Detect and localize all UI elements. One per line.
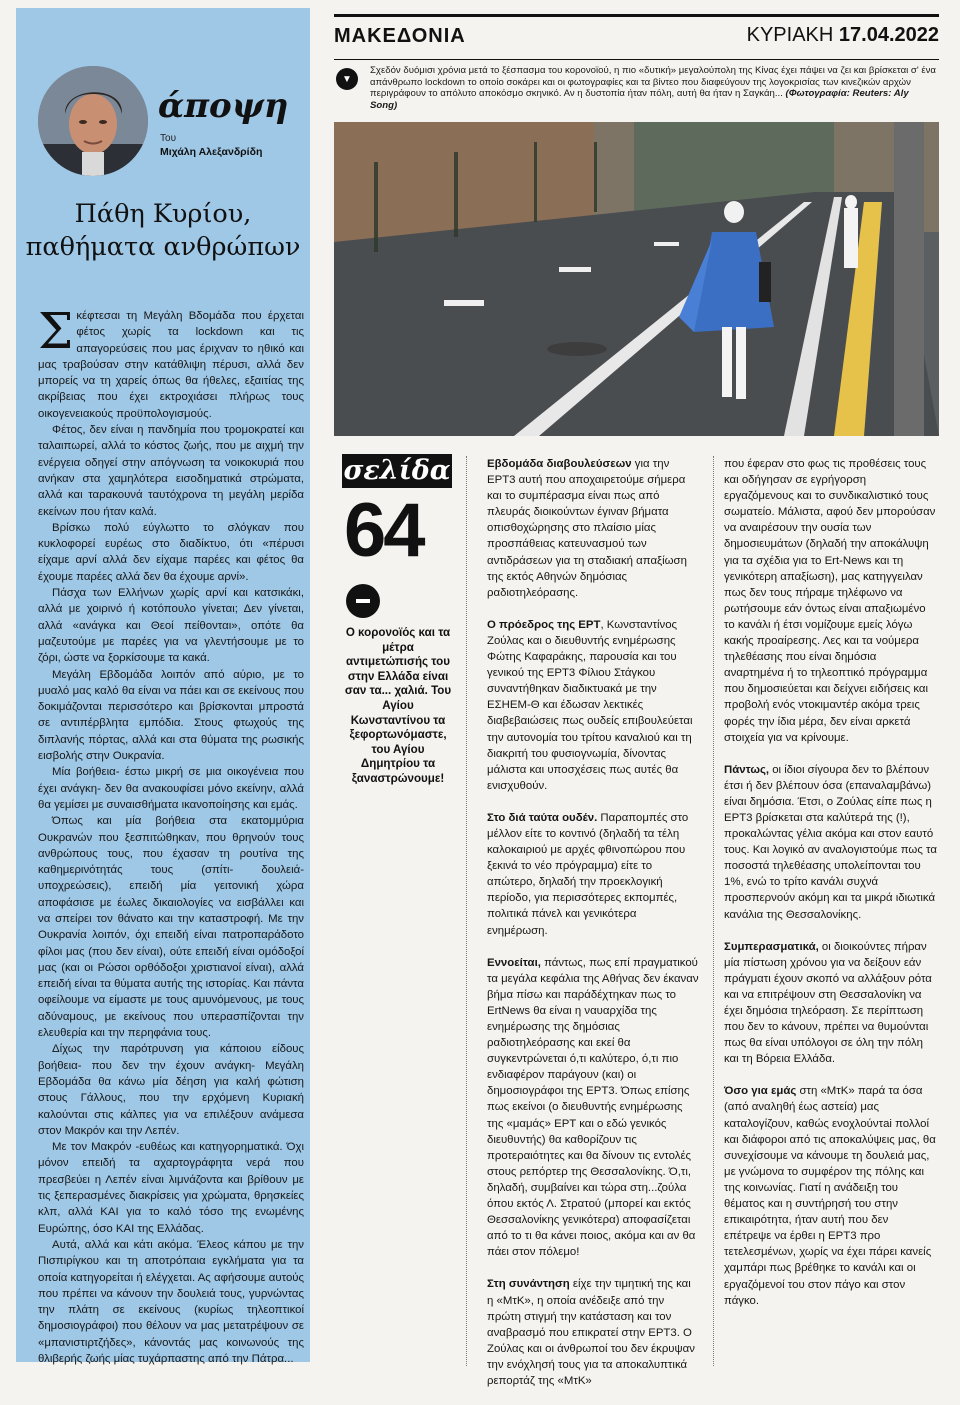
paragraph: Συμπερασματικά, οι διοικούντες πήραν μία πίστωση χρόνου για να δείξουν εάν πράγματι έχουν σκοπό να αλλάξουν ρότα και να επιτρέψουν στη Θεσσαλονίκη να έχει δημόσια τηλεόραση. Σε περίπτωση που δεν το κάνουν, πρέπει να θυμούνται πως θα είναι υπόλογοι σε όλη την πόλη και τη Βόρεια Ελλάδα. xyxy=(724,940,932,1066)
selida-number: 64 xyxy=(344,488,423,573)
paragraph: Μεγάλη Εβδομάδα λοιπόν από αύριο, με το μυαλό μας καλό θα είναι να πάει και σε εκείνους που δοκιμάζονται περισσότερο και βρίσκονται μπροστά σε αντιπέρβλητα εμπόδια. Στους φτωχούς της διπλανής πόρτας, αλλά και στα θύματα της ρωσικής εισβολής στην Ουκρανία. xyxy=(38,668,304,763)
news-photo xyxy=(334,122,939,436)
paragraph: Φέτος, δεν είναι η πανδημία που τρομοκρατεί και ταλαιπωρεί, αλλά το κόστος ζωής, που με αιχμή την ενέργεια οδηγεί στην απόγνωση τα νοικοκυριά που ανήκαν στα χαμηλότερα εισοδηματικά στρώματα, αλλά και ταρακουνά ταυτόχρονα τη μεγάλη μερίδα εκείνων που ήταν καλά. xyxy=(38,424,304,518)
article-headline: Πάθη Κυρίου, παθήματα ανθρώπων xyxy=(25,199,301,262)
selida-comment: Ο κορονοϊός και τα μέτρα αντιμετώπισής του στην Ελλάδα είναι σαν τα... χαλιά. Του Αγίου Κωνσταντίνου τα ξεφορτωνόμαστε, του Αγίου Δημητρίου τα ξαναστρώνουμε! xyxy=(344,626,452,785)
minus-icon xyxy=(346,584,380,618)
newspaper-name: ΜΑΚΕΔΟΝΙΑ xyxy=(334,25,466,47)
paragraph: Μία βοήθεια- έστω μικρή σε μια οικογένεια που έχει ανάγκη- δεν θα ανακουφίσει μόνο εκείνην, αλλά θα γεμίσει με συναισθήματα ικανοποίησης και εμάς. xyxy=(38,766,304,811)
paragraph: Εβδομάδα διαβουλεύσεων για την ΕΡΤ3 αυτή που αποχαιρετούμε σήμερα και το συμπέρασμα είναι πως από πλευράς διοικούντων έγιναν βήματα οπισθοχώρησης στο πλαίσιο μίας προσπάθειας κατευνασμού των αντιδράσεων για τη σταδιακή απαξίωση της εκτός Αθηνών δημόσιας ραδιοτηλεόρασης. xyxy=(487,458,687,599)
paragraph: Πάσχα των Ελλήνων χωρίς αρνί και κατσικάκι, αλλά με χοιρινό ή κοτόπουλο γίνεται; Δεν γίνεται, αλλά «ανάγκα και Θεοί πείθονται», οπότε θα μαζευτούμε με παρέες για να γλεντήσουμε με το ζόρι, ώστε να ξορκίσουμε τα κακά. xyxy=(38,587,304,665)
paragraph: Αυτά, αλλά και κάτι ακόμα. Έλεος κάπου με την Πισπιρίγκου και τη αποτρόπαια εγκλήματα για τα οποία κατηγορείται ή ελέγχεται. Ας αφήσουμε αυτούς που πρέπει να κάνουν την δουλειά τους, γυρνώντας την πλάτη σε εκείνους (κυρίως τηλεοπτικοί δημοσιογράφοι) που θέλουν να μας μετατρέψουν σε «μπανιστιρτζήδες», κάνοντάς μας κοινωνούς της θλιβερής ζωής μίας τυχάρπαστης από την Πάτρα... xyxy=(38,1238,304,1365)
paragraph: Βρίσκω πολύ εύγλωττο το σλόγκαν που κυκλοφορεί ευρέως στο διαδίκτυο, ότι «πέρυσι είχαμε αρνί αλλά δεν είχαμε παρέες και φέτος θα έχουμε παρέες αλλά δεν θα έχουμε αρνί». xyxy=(38,521,304,583)
paragraph: Ο πρόεδρος της ΕΡΤ, Κωνσταντίνος Ζούλας και ο διευθυντής ενημέρωσης Φώτης Καφαράκης, παρουσία και του γενικού της ΕΡΤ3 Φίλιου Στάγκου συναντήθηκαν διαδικτυακά με την ΕΣΗΕΜ-Θ και έδωσαν λεκτικές διαβεβαιώσεις πως ουδείς επιβουλεύεται την αυτονομία του τρίτου καναλιού και τη διακριτή του φυσιογνωμία, δίνοντας μάλιστα και υποσχέσεις πως αυτές θα ενισχυθούν. xyxy=(487,618,693,792)
paragraph: Στη συνάντηση είχε την τιμητική της και η «ΜτΚ», η οποία ανέδειξε από την πρώτη στιγμή την κατάσταση και τον αναβρασμό που επικρατεί στην ΕΡΤ3. Ο Ζούλας και οι άνθρωποί του δεν έκρυψαν την ενόχλησή τους για τα αποκαλυπτικά ρεπορτάζ της «ΜτΚ» xyxy=(487,1278,695,1387)
opinion-column xyxy=(16,8,310,1365)
column-divider xyxy=(466,456,468,1366)
photo-caption: Σχεδόν δυόμισι χρόνια μετά το ξέσπασμα του κορονοϊού, η πιο «δυτική» μεγαλούπολη της Κίνας έχει πάψει να ζει και βρίσκεται σ' ένα απάνθρωπο lockdown το οποίο σοκάρει και οι φωτογραφίες και τα βίντεο που διαφεύγουν της λογοκρισίας των κινεζικών αρχών περιγράφουν το απόλυτο αποκόσμο σκηνικό. Αν η δυστοπία ήταν πόλη, αυτή θα ήταν η Σαγκάη... (Φωτογραφία: Reuters: Aly Song) xyxy=(370,65,936,111)
paragraph: Σκέφτεσαι τη Μεγάλη Βδομάδα που έρχεται φέτος χωρίς τα lockdown και τις απαγορεύσεις που μας έριχναν το ηθικό και μας τραβούσαν στην κατάθλιψη πέρυσι, αλλά δεν μπορείς να τη χαρείς όπως θα ήθελες, εξαιτίας της ακρίβειας που έχει εκτροχιάσει πλήρως τους οικογενειακούς προϋπολογισμούς. xyxy=(38,302,304,420)
article-column-3 xyxy=(724,456,938,1325)
paragraph: Πάντως, οι ίδιοι σίγουρα δεν το βλέπουν έτσι ή δεν βλέπουν όσα (επαναλαμβάνω) είναι δημόσια. Έτσι, ο Ζούλας είπε πως η ΕΡΤ3 βρίσκεται στα καλύτερά της (!), προκαλώντας γέλια ακόμα και στον εαυτό τους. Και λογικό αν αναλογιστούμε πως τα ποσοστά τηλεθέασης υπολείπονται του 1%, ενώ το τρίτο κανάλι συχνά προσπερνούν ακόμη και τα μικρά ιδιωτικά κανάλια της Θεσσαλονίκης. xyxy=(724,763,937,921)
section-title: άποψη xyxy=(158,86,289,126)
paragraph: Με τον Μακρόν -ευθέως και κατηγορηματικά. Όχι μόνον επειδή τα αχαρτογράφητα νερά που πρεσβεύει η Λεπέν είναι λιμνάζοντα και βρίθουν με τις ξεπερασμένες διακρίσεις για χρώματα, θρησκείες κλπ, αλλά ΚΑΙ για το καλό τόσο της ενωμένης Ευρώπης, όσο ΚΑΙ της Ελλάδας. xyxy=(38,1141,304,1235)
paragraph: που έφεραν στο φως τις προθέσεις τους και οδήγησαν σε εγρήγορση εργαζόμενους και το συνδικαλιστικό τους σωματείο. Μάλιστα, αφού δεν μπορούσαν να αναιρέσουν την ουσία των δημοσιευμάτων (δηλαδή την αποκάλυψη για τα σχέδια για το Ert-News και τη γενικότερη απαξίωση), μας κατηγγειλαν πως δεν τους πήραμε τηλέφωνο να ρωτήσουμε εάν όντως είναι απαξιωμένο το κανάλι ή έτσι νομίζουμε εμείς λόγω κακής προαίρεσης. Λες και τα νούμερα τηλεθέασης που είναι δημόσια αναρτημένα ή το τηλεοπτικό πρόγραμμα που δημοσιεύεται και δείχνει ειδήσεις και προβολή ενός ντοκιμαντέρ ακόμα τρεις φορές την ίδια μέρα, δεν είναι αρκετά στοιχεία για να κρίνουμε. xyxy=(724,458,936,744)
author-name: Μιχάλη Αλεξανδρίδη xyxy=(160,146,263,158)
paragraph: Όσο για εμάς στη «ΜτΚ» παρά τα όσα (από αναληθή έως αστεία) μας καταλογίζουν, καθώς ενοχλούντai πολλοί και διάφοροι από τις αποκαλύψεις μας, θα συνεχίσουμε να κάνουμε τη δουλειά μας, με γνώμονα το συμφέρον της πόλης και της κοινωνίας. Γιατί η ανάδειξη του θέματος και η συντήρησή του στην επικαιρότητα, ήταν αυτή που δεν επέτρεψε να έρθει η ΕΡΤ3 προ τετελεσμένων, χωρίς να έχει πάρει κανείς χαμπάρι πως βρέθηκε το κανάλι και οι εργαζόμενοί του στον πάγο και στον πάγκο. xyxy=(724,1085,936,1307)
byline-prefix: Του xyxy=(160,133,177,144)
paragraph: Όπως και μία βοήθεια στα εκατομμύρια Ουκρανών που ξεσπιτώθηκαν, που θρηνούν τους ανθρώπους τους, που έχασαν τη ρουτίνα της καθημερινότητάς τους (σπίτι- δουλειά- υποχρεώσεις), επειδή μία γειτονική χώρα αποφάσισε με έωλες δικαιολογίες να εισβάλλει και να σπείρει τον θάνατο και την καταστροφή. Με την Ουκρανία λοιπόν, όχι επειδή είναι πατροπαράδοτο φίλοι μας (που δεν είναι), ούτε επειδή είναι ομόδοξοί μας (και οι Ρώσοι ορθόδοξοι χριστιανοί είναι), αλλά επειδή είναι τα θύματα αυτής της ιστορίας. Και πάντα οφείλουμε να είμαστε με τους αμυνόμενους, με τους αδύναμους, με εκείνους που υπερασπίζονται την ελευθερία και την περηφάνια τους. xyxy=(38,815,304,1040)
paragraph: Δίχως την παρότρυνση για κάποιου είδους βοήθεια- που δεν την έχουν ανάγκη- Μεγάλη Εβδομάδα θα κάνω μία δέηση για καλή φώτιση στους Γάλλους, που την ερχόμενη Κυριακή καλούνται στις κάλπες για να επιλέξουν ανάμεσα στον Μακρόν και την Λεπέν. xyxy=(38,1043,304,1137)
selida-label: σελίδα xyxy=(343,455,451,486)
issue-date: ΚΥΡΙΑΚΗ 17.04.2022 xyxy=(746,24,939,46)
paragraph: Στο διά ταύτα ουδέν. Παραπομπές στο μέλλον είτε το κοντινό (δηλαδή τα τέλη καλοκαιριού με αρχές φθινοπώρου που ξεκινά το νέο πρόγραμμα) είτε το απώτερο, δηλαδή την προεκλογική περίοδο, για περισσότερες εκπομπές, πολιτικά πάνελ και γενικότερα ενημέρωση. xyxy=(487,811,689,937)
caption-arrow-icon: ▼ xyxy=(336,68,358,90)
drop-cap: Σ xyxy=(38,302,74,360)
opinion-body xyxy=(38,302,304,1367)
selida-box xyxy=(342,454,452,844)
page-header xyxy=(334,14,939,60)
author-photo xyxy=(38,66,148,176)
article-column-2 xyxy=(487,456,699,1405)
paragraph: Εννοείται, πάντως, πως επί πραγματικού τα μεγάλα κεφάλια της Αθήνας δεν έκαναν βήμα πίσω και παράδέχτηκαν πως το ErtNews θα είναι η ναυαρχίδα της ενημέρωσης της δημόσιας ραδιοτηλεόρασης και εκεί θα συγκεντρώνεται ό,τι καλύτερο, ό,τι πιο ενδιαφέρον παράγουν (και) οι δημοσιογράφοι της ΕΡΤ3. Όπως επίσης πως εκείνοι (ο διευθυντής ενημέρωσης της «μαμάς» ΕΡΤ και ο εδώ γενικός διευθυντής) θα καθορίζουν τις προτεραιότητες και θα δίνουν τις εντολές στους ρεπόρτερ της Θεσσαλονίκης. Ό,τι, δηλαδή, συμβαίνει και τώρα στη...ζούλα όπου εκτός Λ. Στρατού (μπορεί και εκτός Θεσσαλονίκης γενικότερα) αποφασίζεται από το τι θα κάνει ποιος, ακόμα και αν θα πάει στον πόλεμο! xyxy=(487,956,699,1259)
column-divider xyxy=(713,456,715,1366)
